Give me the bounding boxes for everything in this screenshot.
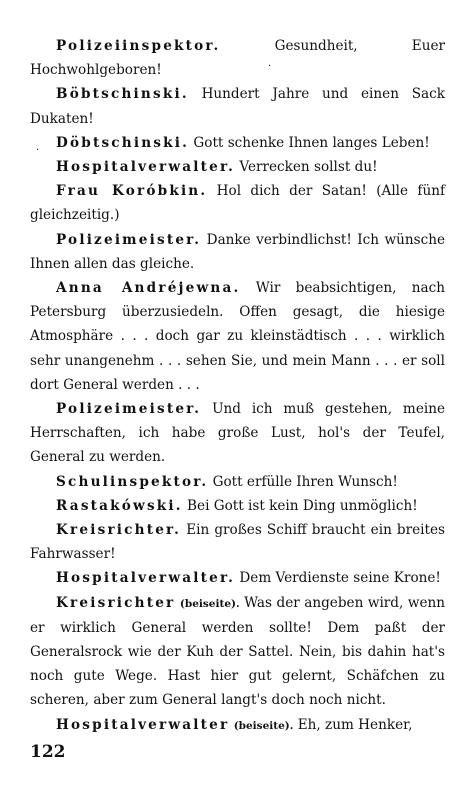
speech-text: Gott schenke Ihnen langes Leben! (193, 134, 430, 151)
speaker-name: Frau Koróbkin. (56, 183, 208, 200)
speech-text: Hundert Jahre und einen Sack Dukaten! (30, 86, 445, 127)
speaker-name: Polizeiinspektor. (56, 38, 221, 54)
dialogue-line (30, 228, 445, 276)
dialogue-line (30, 713, 445, 738)
dialogue-line (30, 179, 445, 227)
dialogue-line (30, 397, 445, 470)
speaker-name: Hospitalverwalter (56, 716, 230, 733)
stage-direction: (beiseite). (233, 719, 294, 732)
dialogue-line (30, 82, 445, 130)
speaker-name: Polizeimeister. (56, 231, 202, 248)
speech-text: Eh, zum Henker, (297, 716, 413, 733)
speaker-name: Polizeimeister. (56, 401, 202, 418)
dialogue-line (30, 494, 445, 518)
print-speck: · (268, 61, 272, 72)
speech-text: Ein großes Schiff braucht ein breites Fahrwasser! (30, 522, 446, 563)
speaker-name: Kreisrichter. (56, 522, 182, 539)
speech-text: Danke verbindlichst! Ich wünsche Ihnen allen das gleiche. (30, 231, 445, 272)
speaker-name: Döbtschinski. (56, 134, 190, 151)
speaker-name: Rastakówski. (56, 497, 183, 514)
dialogue-line (30, 34, 445, 82)
page-text (30, 34, 445, 738)
dialogue-line (30, 566, 445, 590)
dialogue-line (30, 470, 445, 494)
speech-text: Wir beabsichtigen, nach Petersburg überzusiedeln. Offen gesagt, die hiesige Atmosphäre . . . doch gar zu kleinstädtisch . . . wirklich sehr unangenehm . . . sehen Sie, und mein Mann . . . er soll dort General werden . . . (30, 280, 446, 393)
speaker-name: Kreisrichter (56, 594, 176, 611)
speech-text: Was der angeben wird, wenn er wirklich General werden sollte! Dem paßt der Generalsrock wie der Kuh der Sattel. Nein, bis dahin hat's noch gute Wege. Hast hier gut gelernt, Schäfchen zu scheren, aber zum General langt's doch noch nicht. (30, 594, 446, 709)
dialogue-line (30, 591, 445, 713)
speaker-name: Anna Andréjewna. (56, 280, 241, 297)
dialogue-line (30, 131, 445, 155)
speech-text: Und ich muß gestehen, meine Herrschaften, ich habe große Lust, hol's der Teufel, General zu werden. (30, 401, 446, 466)
print-speck: · (36, 145, 40, 156)
speech-text: Gesundheit, Euer Hochwohlgeboren! (30, 38, 445, 79)
page-number: 122 (30, 742, 66, 762)
speech-text: Bei Gott ist kein Ding unmöglich! (187, 497, 418, 514)
speech-text: Verrecken sollst du! (239, 159, 378, 176)
speech-text: Hol dich der Satan! (Alle fünf gleichzeitig.) (30, 183, 445, 224)
dialogue-line (30, 518, 445, 566)
speaker-name: Schulinspektor. (56, 473, 209, 490)
speech-text: Gott erfülle Ihren Wunsch! (212, 473, 398, 490)
dialogue-line (30, 155, 445, 179)
dialogue-line (30, 276, 445, 397)
stage-direction: (beiseite). (179, 597, 240, 610)
speaker-name: Böbtschinski. (56, 86, 189, 103)
speaker-name: Hospitalverwalter. (56, 570, 236, 587)
speaker-name: Hospitalverwalter. (56, 159, 236, 176)
speech-text: Dem Verdienste seine Krone! (239, 570, 441, 587)
